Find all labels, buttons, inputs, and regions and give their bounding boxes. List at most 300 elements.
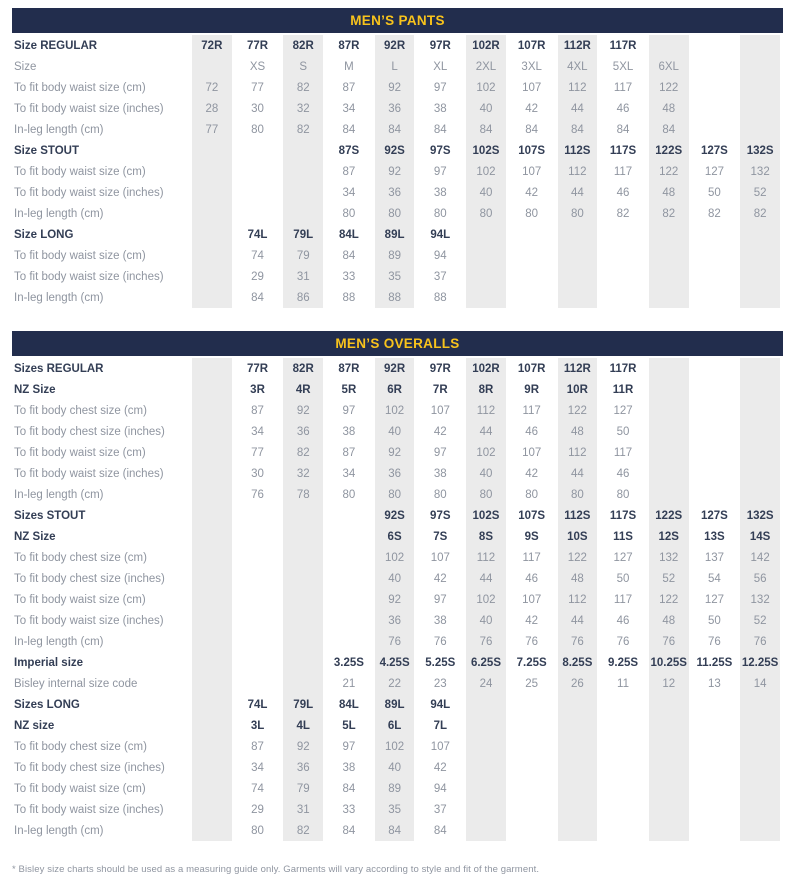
size-cell [555,736,601,757]
size-cell: 112S [555,505,601,526]
size-cell: 77 [235,77,281,98]
size-cell: 132S [737,505,783,526]
size-cell [280,161,326,182]
size-cell [737,56,783,77]
size-cell [189,757,235,778]
row-label: Bisley internal size code [14,677,138,690]
size-cell: 6L [372,715,418,736]
size-cell: 6S [372,526,418,547]
size-cell: 122 [646,77,692,98]
size-cell: 82 [280,820,326,841]
size-cell [189,547,235,568]
size-cell [646,778,692,799]
size-cell [737,266,783,287]
size-cell [555,799,601,820]
size-cell [692,266,738,287]
size-cell: 102R [463,35,509,56]
size-cell: 56 [737,568,783,589]
size-cell [555,694,601,715]
size-cell [692,358,738,379]
size-cell [189,224,235,245]
size-cell: 36 [280,421,326,442]
size-cell: 78 [280,484,326,505]
row-label: In-leg length (cm) [14,635,104,648]
size-cell: 38 [417,610,463,631]
size-cell [463,778,509,799]
size-cell [692,287,738,308]
size-cell: 52 [737,610,783,631]
size-cell [646,35,692,56]
size-cell [189,203,235,224]
size-cell: 107R [509,358,555,379]
row-label: To fit body chest size (cm) [14,404,147,417]
size-cell [600,224,646,245]
size-cell: 107 [509,442,555,463]
size-cell [737,245,783,266]
size-cell [509,287,555,308]
size-cell: 4L [280,715,326,736]
size-cell [280,505,326,526]
size-cell [737,35,783,56]
size-cell [737,421,783,442]
size-cell [646,736,692,757]
size-cell: 32 [280,463,326,484]
size-cell: 34 [326,463,372,484]
size-cell: 117 [509,547,555,568]
size-cell: 44 [463,421,509,442]
size-cell [555,245,601,266]
size-cell [737,400,783,421]
size-cell: 102S [463,505,509,526]
row-label: To fit body waist size (inches) [14,803,164,816]
size-cell [646,266,692,287]
size-cell: 92 [372,442,418,463]
size-cell: 117 [600,589,646,610]
size-cell: 132 [737,161,783,182]
size-cell [326,505,372,526]
size-cell: 107 [417,736,463,757]
size-cell: 38 [326,757,372,778]
size-cell: 3R [235,379,281,400]
row-label: NZ Size [14,530,56,543]
size-cell: 11.25S [692,652,738,673]
size-cell: 107 [509,161,555,182]
size-cell: 122S [646,140,692,161]
table-row [12,421,783,442]
size-cell: 82 [280,442,326,463]
table-row [12,526,783,547]
size-cell: 84 [417,119,463,140]
size-cell: 87 [235,400,281,421]
size-cell [463,736,509,757]
size-cell [646,245,692,266]
size-cell [189,526,235,547]
size-cell [189,715,235,736]
mens-overalls-title-bar [12,331,783,356]
size-cell [189,820,235,841]
size-cell: 34 [326,182,372,203]
size-cell [189,140,235,161]
size-cell [463,694,509,715]
size-cell: 84 [326,778,372,799]
size-cell [509,757,555,778]
size-cell: 50 [692,182,738,203]
size-cell: 34 [235,421,281,442]
size-cell [463,715,509,736]
size-cell: S [280,56,326,77]
size-cell: 11R [600,379,646,400]
table-row [12,820,783,841]
size-cell [737,98,783,119]
size-cell [463,799,509,820]
size-cell: 122 [646,589,692,610]
size-cell: 44 [555,98,601,119]
size-cell: 80 [235,820,281,841]
size-cell: 84 [235,287,281,308]
size-cell [189,673,235,694]
size-cell [235,673,281,694]
size-cell [326,631,372,652]
size-cell: 92R [372,358,418,379]
size-cell: 22 [372,673,418,694]
size-cell [600,287,646,308]
size-cell: 94 [417,245,463,266]
size-cell [189,610,235,631]
size-cell [189,463,235,484]
row-label: Imperial size [14,656,84,669]
size-cell: 29 [235,799,281,820]
size-cell: 84 [326,820,372,841]
size-cell: 74 [235,778,281,799]
size-cell: 112 [463,400,509,421]
size-cell: 127 [692,161,738,182]
size-cell: 48 [555,421,601,442]
size-cell [692,442,738,463]
size-cell: 7L [417,715,463,736]
mens-pants-section [12,8,783,308]
size-cell: 127S [692,505,738,526]
size-cell: 92R [372,35,418,56]
size-cell: 10S [555,526,601,547]
size-cell [692,245,738,266]
table-row [12,119,783,140]
size-cell: 38 [417,463,463,484]
size-cell: 82 [280,77,326,98]
size-cell: 80 [417,484,463,505]
size-cell: 80 [463,203,509,224]
table-row [12,35,783,56]
size-cell [280,589,326,610]
size-cell [189,589,235,610]
size-cell: 76 [372,631,418,652]
size-cell: 5XL [600,56,646,77]
size-cell [692,77,738,98]
row-label: To fit body waist size (inches) [14,614,164,627]
size-cell [737,224,783,245]
size-cell: 42 [417,421,463,442]
size-cell [737,484,783,505]
size-cell [646,224,692,245]
size-cell: 80 [509,484,555,505]
row-label: Size REGULAR [14,39,98,52]
size-cell [646,715,692,736]
size-cell: 117 [600,77,646,98]
size-cell [235,526,281,547]
size-cell: 112 [555,161,601,182]
size-cell: 84L [326,224,372,245]
size-cell [646,358,692,379]
size-cell: 97S [417,505,463,526]
size-cell: 132 [737,589,783,610]
size-cell [600,715,646,736]
size-cell: 74 [235,245,281,266]
size-cell: 102 [372,736,418,757]
size-cell: 40 [463,98,509,119]
size-cell [692,379,738,400]
size-cell [692,757,738,778]
size-cell: 7.25S [509,652,555,673]
size-cell: M [326,56,372,77]
size-cell: 77 [235,442,281,463]
size-cell: 94 [417,778,463,799]
size-cell: 38 [417,182,463,203]
size-cell: 38 [326,421,372,442]
size-cell [692,778,738,799]
size-cell: 34 [235,757,281,778]
size-cell [280,610,326,631]
table-row [12,400,783,421]
size-cell [555,287,601,308]
size-cell [189,287,235,308]
size-cell: 87R [326,35,372,56]
size-cell: 35 [372,799,418,820]
size-cell [555,778,601,799]
size-cell: 46 [509,568,555,589]
row-label: Sizes REGULAR [14,362,104,375]
size-cell [326,610,372,631]
size-cell: 77 [189,119,235,140]
size-cell: 97 [326,400,372,421]
size-cell: 102 [463,589,509,610]
size-cell: 102 [372,400,418,421]
size-cell [737,442,783,463]
table-row [12,358,783,379]
size-cell: 80 [235,119,281,140]
table-row [12,140,783,161]
size-cell: 46 [600,182,646,203]
size-cell: 80 [509,203,555,224]
size-cell: 82 [646,203,692,224]
size-cell [189,799,235,820]
row-label: NZ Size [14,383,56,396]
size-cell: 44 [555,463,601,484]
size-cell [600,799,646,820]
size-cell [509,694,555,715]
size-cell [326,568,372,589]
size-cell: 80 [555,484,601,505]
size-cell [600,757,646,778]
size-cell: 132S [737,140,783,161]
size-cell [600,694,646,715]
row-label: NZ size [14,719,55,732]
size-cell: 117R [600,35,646,56]
table-row [12,442,783,463]
size-cell: 97R [417,35,463,56]
table-row [12,98,783,119]
size-cell: 5R [326,379,372,400]
size-cell [692,820,738,841]
row-label: To fit body waist size (inches) [14,102,164,115]
row-label: Sizes LONG [14,698,80,711]
table-row [12,245,783,266]
size-cell: 97 [417,161,463,182]
size-cell: 52 [737,182,783,203]
size-cell: 142 [737,547,783,568]
size-cell: 74L [235,694,281,715]
size-cell [189,182,235,203]
size-cell: 50 [692,610,738,631]
size-cell: 117 [509,400,555,421]
size-cell: 84 [372,820,418,841]
row-label: In-leg length (cm) [14,488,104,501]
size-cell: 122 [646,161,692,182]
size-cell: 24 [463,673,509,694]
size-cell [280,140,326,161]
size-cell: 88 [417,287,463,308]
size-cell: 87R [326,358,372,379]
size-cell: 44 [463,568,509,589]
size-cell: 117 [600,161,646,182]
row-label: To fit body chest size (cm) [14,551,147,564]
row-label: Size LONG [14,228,74,241]
table-row [12,266,783,287]
size-cell [463,224,509,245]
size-cell: 92S [372,505,418,526]
size-cell: 42 [417,757,463,778]
size-cell: 82 [600,203,646,224]
size-cell: 87 [326,161,372,182]
size-cell: 30 [235,98,281,119]
row-label: In-leg length (cm) [14,291,104,304]
size-cell [235,589,281,610]
size-cell [189,400,235,421]
size-cell: 79 [280,245,326,266]
size-cell: 6XL [646,56,692,77]
size-cell: 13S [692,526,738,547]
size-cell: 80 [372,203,418,224]
size-cell: 11S [600,526,646,547]
size-cell: 112 [463,547,509,568]
size-cell [555,757,601,778]
size-cell: 36 [372,98,418,119]
size-cell: 38 [417,98,463,119]
size-cell: 84 [509,119,555,140]
size-cell: 3L [235,715,281,736]
table-row [12,610,783,631]
size-cell: 5.25S [417,652,463,673]
size-cell: 84 [600,119,646,140]
size-cell: 3XL [509,56,555,77]
size-cell: 112 [555,442,601,463]
size-cell: 79L [280,694,326,715]
size-cell: 92 [280,736,326,757]
size-cell [189,421,235,442]
size-cell: 36 [372,610,418,631]
size-cell: 107R [509,35,555,56]
size-cell: 88 [372,287,418,308]
size-cell: 82 [737,203,783,224]
size-cell [189,736,235,757]
size-cell [509,799,555,820]
size-cell: 54 [692,568,738,589]
size-cell: 13 [692,673,738,694]
row-label: To fit body chest size (inches) [14,425,165,438]
table-row [12,715,783,736]
size-cell [692,799,738,820]
size-cell [737,358,783,379]
table-row [12,182,783,203]
size-cell: 127 [692,589,738,610]
size-cell [646,379,692,400]
size-cell: 112S [555,140,601,161]
size-cell [280,182,326,203]
row-label: To fit body waist size (inches) [14,467,164,480]
size-cell [235,652,281,673]
size-cell: 50 [600,421,646,442]
size-cell: 10.25S [646,652,692,673]
size-cell: 9S [509,526,555,547]
size-cell [646,463,692,484]
size-cell: 92S [372,140,418,161]
size-cell: 97 [417,442,463,463]
size-cell: 9R [509,379,555,400]
size-cell [189,631,235,652]
size-cell [509,778,555,799]
size-cell [646,820,692,841]
size-cell: 48 [555,568,601,589]
table-row [12,799,783,820]
size-cell: 84 [646,119,692,140]
size-cell [646,799,692,820]
size-cell [737,77,783,98]
size-cell: 37 [417,266,463,287]
size-cell [235,547,281,568]
size-cell: 80 [326,484,372,505]
size-cell [509,266,555,287]
size-cell: 117 [600,442,646,463]
size-cell: 76 [555,631,601,652]
mens-pants-title: MEN’S PANTS [350,13,445,28]
row-label: To fit body waist size (cm) [14,165,146,178]
size-cell: 107S [509,140,555,161]
size-cell: 14 [737,673,783,694]
size-cell: 28 [189,98,235,119]
size-cell: 52 [646,568,692,589]
size-cell: 34 [326,98,372,119]
size-cell: 7R [417,379,463,400]
size-cell [189,379,235,400]
size-cell: 107 [509,589,555,610]
size-cell [737,287,783,308]
size-cell [280,547,326,568]
size-cell [646,694,692,715]
size-cell: 117R [600,358,646,379]
size-cell: 80 [372,484,418,505]
size-cell: 21 [326,673,372,694]
row-label: In-leg length (cm) [14,123,104,136]
size-cell [280,631,326,652]
size-cell: 77R [235,35,281,56]
